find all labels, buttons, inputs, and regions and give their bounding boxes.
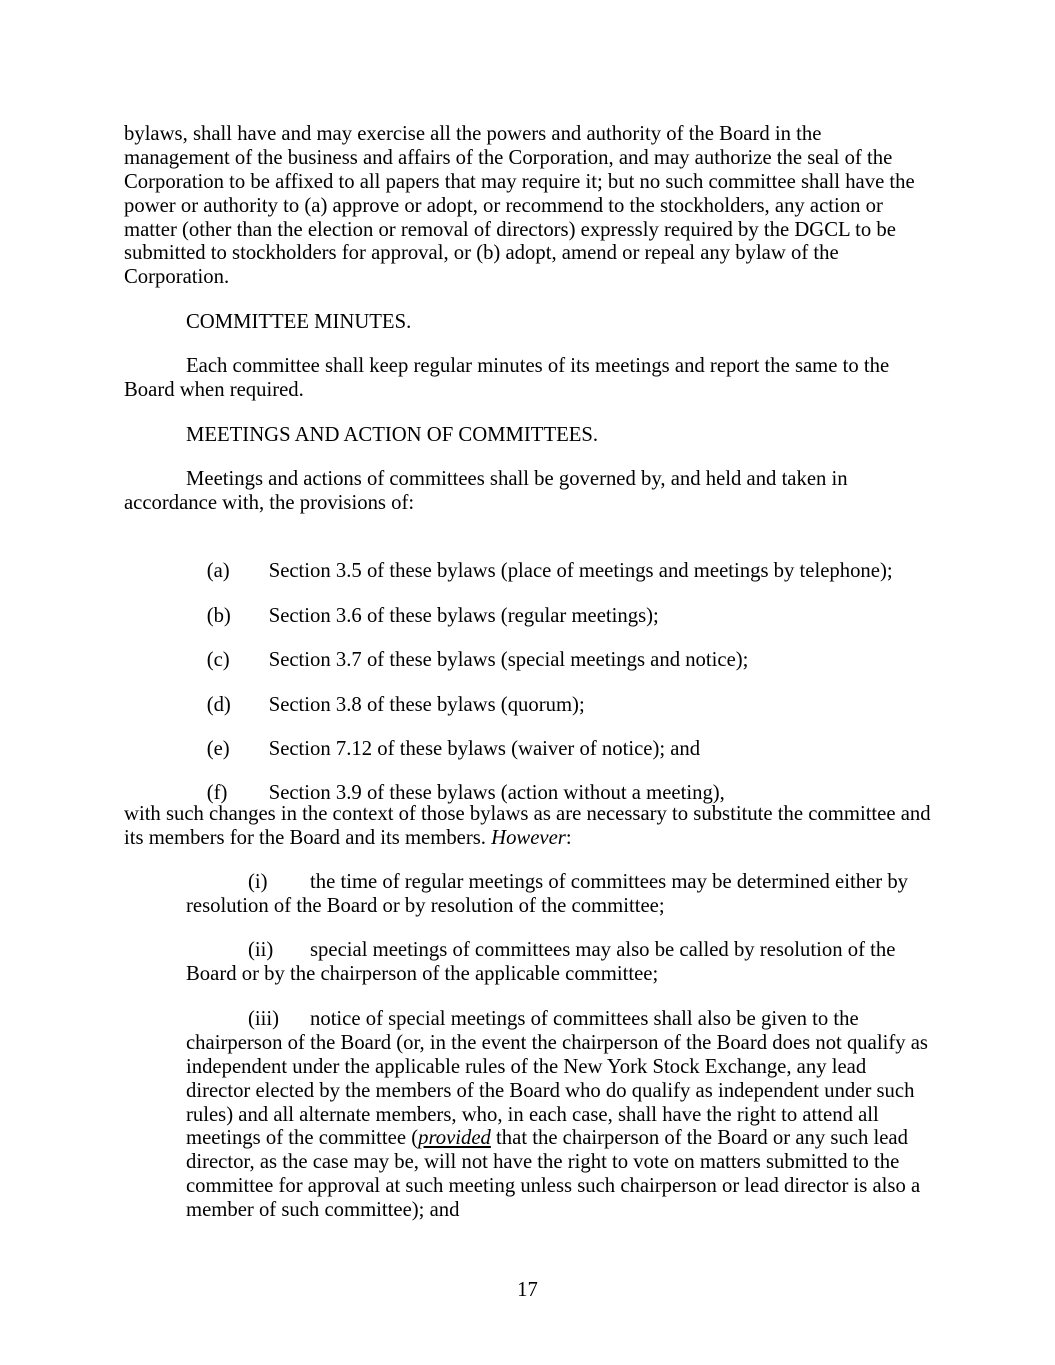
exception-line: director, as the case may be, will not have the right to vote on matters submitted to the	[186, 1151, 900, 1174]
exception-line: independent under the applicable rules of the New York Stock Exchange, any lead	[186, 1055, 867, 1078]
paragraph-line: Meetings and actions of committees shall be governed by, and held and taken in	[186, 468, 848, 490]
paragraph-line: with such changes in the context of those bylaws as are necessary to substitute the committee and	[124, 803, 931, 825]
paragraph-line: power or authority to (a) approve or adopt, or recommend to the stockholders, any action or	[124, 194, 883, 217]
provision-text: Section 7.12 of these bylaws (waiver of notice); and	[268, 737, 701, 760]
changes-paragraph	[124, 803, 944, 851]
committee-minutes-paragraph	[124, 355, 944, 403]
provision-item-e	[186, 714, 701, 760]
exception-line: chairperson of the Board (or, in the event the chairperson of the Board does not qualify as	[186, 1031, 928, 1054]
provided-emphasis: provided	[418, 1127, 491, 1150]
exception-first-line	[186, 1008, 946, 1032]
line-text: that the chairperson of the Board or any such lead	[490, 1127, 908, 1150]
exception-item-i	[186, 871, 946, 919]
provision-text: Section 3.9 of these bylaws (action without a meeting),	[268, 781, 725, 804]
however-italic: However	[491, 826, 566, 849]
exception-first-line	[186, 871, 946, 895]
paragraph-line: bylaws, shall have and may exercise all the powers and authority of the Board in the	[124, 123, 822, 145]
exception-item-ii	[186, 939, 946, 987]
meetings-and-action-paragraph	[124, 468, 944, 516]
paragraph-line: Each committee shall keep regular minutes of its meetings and report the same to the	[186, 355, 890, 377]
section-heading: COMMITTEE MINUTES.	[186, 311, 412, 333]
paragraph-line: submitted to stockholders for approval, or (b) adopt, amend or repeal any bylaw of the	[124, 242, 839, 265]
line-text: its members for the Board and its members.	[124, 826, 492, 849]
paragraph-line	[124, 827, 944, 851]
provision-text: Section 3.6 of these bylaws (regular meetings);	[268, 604, 659, 627]
powers-paragraph	[124, 123, 944, 290]
line-text: special meetings of committees may also be called by resolution of the	[310, 939, 896, 961]
provision-label: (a)	[206, 559, 230, 582]
provision-item-f	[186, 758, 725, 804]
provision-label: (f)	[206, 781, 228, 804]
provision-item-a	[186, 536, 893, 582]
provision-text: Section 3.5 of these bylaws (place of meetings and meetings by telephone);	[268, 559, 893, 582]
line-text: the time of regular meetings of committees may be determined either by	[310, 871, 909, 893]
provision-item-b	[186, 581, 659, 627]
exception-line: member of such committee); and	[186, 1199, 460, 1222]
provision-text: Section 3.8 of these bylaws (quorum);	[268, 693, 585, 716]
paragraph-line: management of the business and affairs of the Corporation, and may authorize the seal of the	[124, 146, 893, 169]
line-text: meetings of the committee (	[186, 1127, 419, 1150]
paragraph-line: Corporation to be affixed to all papers that may require it; but no such committee shall have the	[124, 170, 915, 193]
paragraph-line: Corporation.	[124, 266, 230, 289]
provision-item-c	[186, 625, 749, 671]
exception-label: (iii)	[248, 1008, 280, 1030]
provision-label: (d)	[206, 693, 231, 716]
exception-line: committee for approval at such meeting unless such chairperson or lead director is also a	[186, 1175, 921, 1198]
meetings-and-action-heading	[186, 424, 1006, 448]
exception-item-iii	[186, 1008, 946, 1223]
section-heading: MEETINGS AND ACTION OF COMMITTEES.	[186, 424, 599, 446]
exception-line: resolution of the Board or by resolution of the committee;	[186, 894, 665, 917]
page-number: 17	[517, 1279, 538, 1301]
line-text: notice of special meetings of committees shall also be given to the	[310, 1008, 859, 1030]
exception-line	[186, 1127, 946, 1151]
paragraph-line: accordance with, the provisions of:	[124, 491, 415, 514]
line-text: :	[565, 826, 572, 849]
provision-label: (e)	[206, 737, 230, 760]
paragraph-line: matter (other than the election or removal of directors) expressly required by the DGCL to be	[124, 218, 896, 241]
exception-label: (i)	[248, 871, 268, 893]
provision-label: (b)	[206, 604, 231, 627]
exception-line: Board or by the chairperson of the applicable committee;	[186, 962, 659, 985]
exception-label: (ii)	[248, 939, 274, 961]
exception-line: director elected by the members of the Board who do qualify as independent under such	[186, 1079, 915, 1102]
provision-label: (c)	[206, 648, 230, 671]
provision-item-d	[186, 670, 585, 716]
exception-first-line	[186, 939, 946, 963]
provision-text: Section 3.7 of these bylaws (special meetings and notice);	[268, 648, 749, 671]
exception-line: rules) and all alternate members, who, in each case, shall have the right to attend all	[186, 1103, 879, 1126]
committee-minutes-heading	[186, 311, 1006, 335]
paragraph-line: Board when required.	[124, 378, 304, 401]
